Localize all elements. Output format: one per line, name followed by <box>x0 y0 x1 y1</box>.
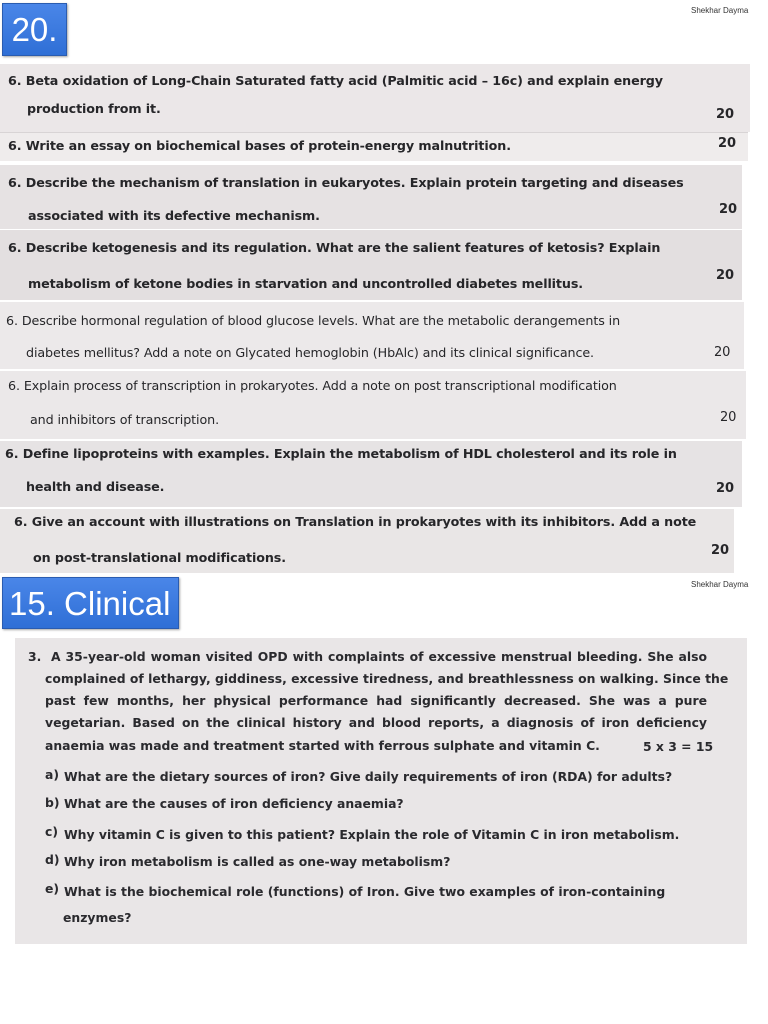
question-marks: 20 <box>720 410 737 425</box>
question-strip <box>0 132 748 161</box>
question-strip <box>0 441 742 507</box>
question-marks: 20 <box>714 345 731 360</box>
sub-question-text: enzymes? <box>63 910 132 925</box>
case-marks: 5 x 3 = 15 <box>643 739 714 754</box>
question-marks: 20 <box>716 107 734 122</box>
question-text: 6. Give an account with illustrations on Translation in prokaryotes with its inhibitors. Add a note <box>14 514 697 529</box>
sub-question-text: Why vitamin C is given to this patient? Explain the role of Vitamin C in iron metabolism. <box>64 827 680 842</box>
sub-question-text: Why iron metabolism is called as one-way metabolism? <box>64 854 451 869</box>
question-text: metabolism of ketone bodies in starvation and uncontrolled diabetes mellitus. <box>28 276 584 291</box>
question-text: 6. Describe ketogenesis and its regulation. What are the salient features of ketosis? Explain <box>8 240 661 255</box>
sub-question-label: a) <box>45 767 60 782</box>
question-marks: 20 <box>716 268 734 283</box>
case-text-line: past few months, her physical performance had significantly decreased. She was a pure <box>45 693 707 708</box>
question-marks: 20 <box>719 202 737 217</box>
question-text: 6. Describe hormonal regulation of blood glucose levels. What are the metabolic derangements in <box>6 313 621 328</box>
sub-question-label: c) <box>45 824 59 839</box>
question-marks: 20 <box>711 543 729 558</box>
question-text: 6. Write an essay on biochemical bases of protein-energy malnutrition. <box>8 138 511 153</box>
sub-question-label: e) <box>45 881 60 896</box>
question-marks: 20 <box>718 136 736 151</box>
question-marks: 20 <box>716 481 734 496</box>
question-strip <box>0 371 746 439</box>
sub-question-text: What are the causes of iron deficiency anaemia? <box>64 796 404 811</box>
question-text: associated with its defective mechanism. <box>28 208 320 223</box>
author-name: Shekhar Dayma <box>691 580 749 589</box>
question-strip <box>0 165 742 229</box>
question-text: on post-translational modifications. <box>33 550 286 565</box>
sub-question-label: d) <box>45 852 60 867</box>
question-text: 6. Explain process of transcription in prokaryotes. Add a note on post transcriptional modification <box>8 378 617 393</box>
question-strip <box>0 302 744 369</box>
question-strip <box>0 509 734 573</box>
section-title-badge: 15. Clinical <box>2 577 179 629</box>
question-text: and inhibitors of transcription. <box>30 412 219 427</box>
question-text: 6. Define lipoproteins with examples. Explain the metabolism of HDL cholesterol and its role in <box>5 446 677 461</box>
clinical-case-panel <box>15 638 747 944</box>
question-strip <box>0 230 742 300</box>
case-text-line: vegetarian. Based on the clinical history and blood reports, a diagnosis of iron deficiency <box>45 715 707 730</box>
question-text: 6. Describe the mechanism of translation in eukaryotes. Explain protein targeting and diseases <box>8 175 684 190</box>
case-text-line: anaemia was made and treatment started with ferrous sulphate and vitamin C. <box>45 738 600 753</box>
case-text-line: A 35-year-old woman visited OPD with complaints of excessive menstrual bleeding. She also <box>51 649 707 664</box>
question-text: production from it. <box>27 101 161 116</box>
sub-question-label: b) <box>45 795 60 810</box>
sub-question-text: What are the dietary sources of iron? Give daily requirements of iron (RDA) for adults? <box>64 769 673 784</box>
case-text-line: complained of lethargy, giddiness, excessive tiredness, and breathlessness on walking. Since the <box>45 671 729 686</box>
question-text: health and disease. <box>26 479 165 494</box>
sub-question-text: What is the biochemical role (functions) of Iron. Give two examples of iron-containing <box>64 884 666 899</box>
question-text: 6. Beta oxidation of Long-Chain Saturated fatty acid (Palmitic acid – 16c) and explain energy <box>8 73 663 88</box>
question-text: diabetes mellitus? Add a note on Glycated hemoglobin (HbAlc) and its clinical significance. <box>26 345 594 360</box>
slide-number-badge: 20. <box>2 3 67 56</box>
case-number: 3. <box>28 649 42 664</box>
author-name: Shekhar Dayma <box>691 6 749 15</box>
question-strip <box>0 64 750 132</box>
